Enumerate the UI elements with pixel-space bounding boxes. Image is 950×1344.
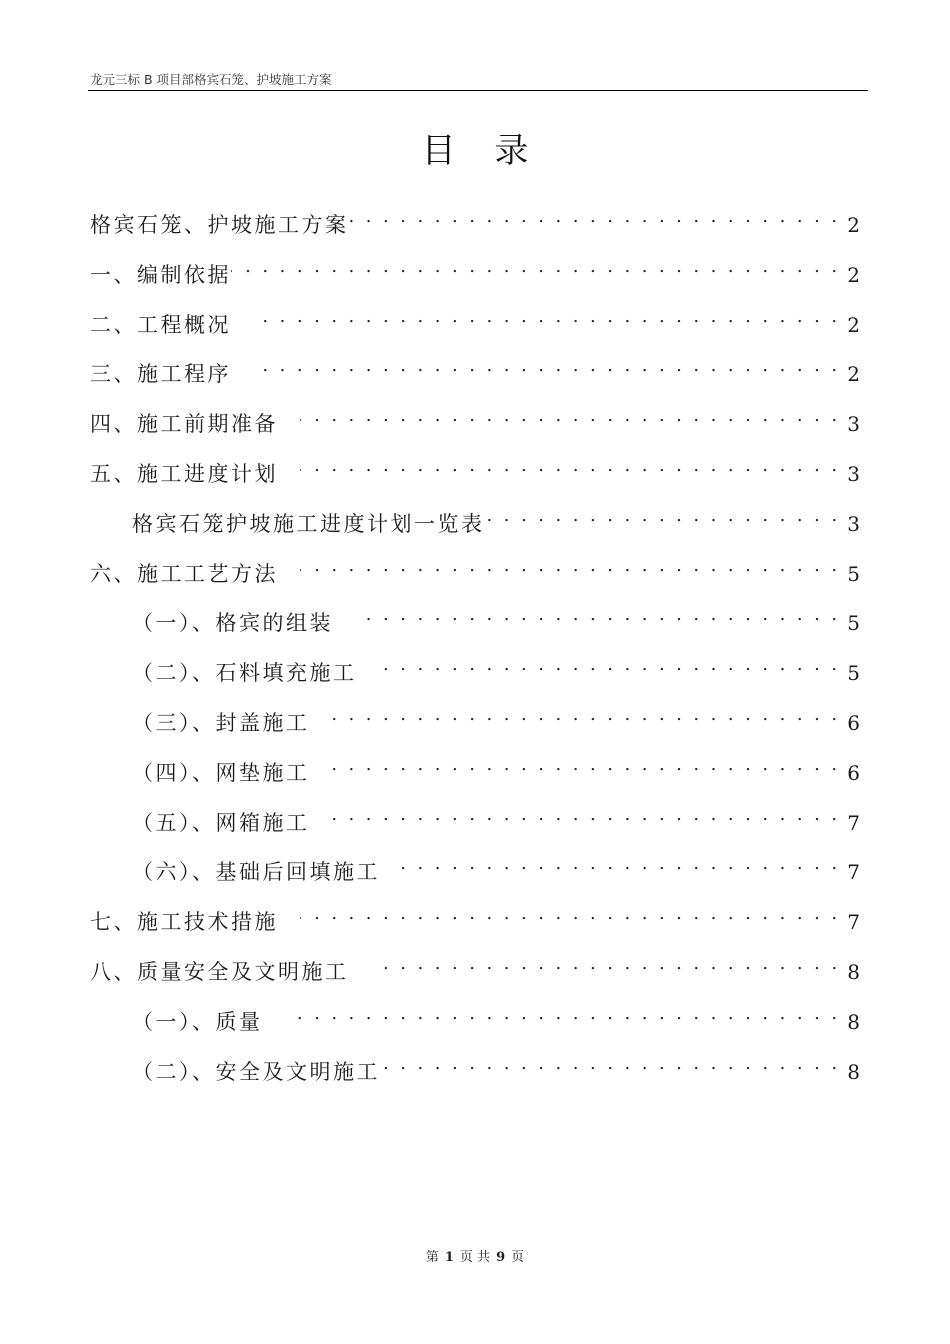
toc-entry-label: （三）、封盖施工 (132, 710, 310, 735)
toc-entry[interactable] (90, 839, 860, 889)
toc-entry-label: 格宾石笼护坡施工进度计划一览表 (132, 511, 485, 536)
toc-dot-leader (332, 690, 841, 730)
toc-entry[interactable] (90, 341, 860, 391)
toc-entry-page-number: 5 (847, 661, 860, 686)
toc-dot-leader (285, 989, 841, 1029)
toc-dot-leader (379, 640, 841, 680)
toc-entry[interactable] (90, 740, 860, 790)
toc-entry[interactable] (90, 541, 860, 591)
toc-entry[interactable] (90, 640, 860, 690)
toc-dot-leader (380, 1039, 840, 1079)
toc-entry[interactable] (90, 590, 860, 640)
footer-suffix: 页 (511, 1250, 525, 1265)
toc-title: 目 录 (421, 131, 543, 171)
running-header (88, 72, 868, 91)
toc-entry[interactable] (90, 441, 860, 491)
footer-current-page: 1 (444, 1250, 454, 1265)
toc-dot-leader (300, 541, 840, 581)
toc-dot-leader (371, 939, 841, 979)
table-of-contents (90, 192, 860, 1088)
toc-entry[interactable] (90, 391, 860, 441)
toc-entry-page-number: 3 (847, 461, 860, 486)
toc-entry-label: （二）、石料填充施工 (132, 661, 357, 686)
toc-entry[interactable] (90, 939, 860, 989)
header-text: 龙元三标 B 项目部格宾石笼、护坡施工方案 (90, 72, 332, 87)
toc-dot-leader (485, 491, 841, 531)
toc-entry[interactable] (90, 192, 860, 242)
toc-entry-label: （四）、网垫施工 (132, 760, 310, 785)
toc-entry-page-number: 2 (847, 362, 860, 387)
toc-entry-page-number: 7 (847, 910, 860, 935)
toc-dot-leader (402, 839, 840, 879)
toc-entry-label: 七、施工技术措施 (90, 910, 278, 935)
toc-entry-label: 格宾石笼、护坡施工方案 (90, 213, 349, 237)
toc-entry[interactable] (90, 889, 860, 939)
toc-dot-leader (231, 242, 840, 282)
toc-dot-leader (253, 341, 840, 381)
toc-entry[interactable] (90, 1039, 860, 1089)
toc-entry[interactable] (90, 989, 860, 1039)
toc-entry-label: 五、施工进度计划 (90, 461, 278, 486)
toc-entry-page-number: 7 (847, 860, 860, 885)
toc-entry-page-number: 7 (847, 810, 860, 835)
toc-entry-page-number: 2 (847, 312, 860, 337)
toc-entry[interactable] (90, 790, 860, 840)
footer-total-pages: 9 (496, 1250, 506, 1265)
toc-entry-label: 三、施工程序 (90, 362, 231, 387)
toc-dot-leader (332, 740, 841, 780)
toc-dot-leader (349, 192, 841, 232)
toc-dot-leader (300, 441, 840, 481)
toc-dot-leader (300, 391, 840, 431)
toc-dot-leader (332, 790, 841, 830)
toc-entry-page-number: 2 (847, 213, 860, 237)
toc-entry-page-number: 2 (847, 262, 860, 287)
toc-entry[interactable] (90, 491, 860, 541)
toc-entry-page-number: 3 (847, 511, 860, 536)
toc-entry-label: （一）、格宾的组装 (132, 611, 333, 636)
toc-entry[interactable] (90, 292, 860, 342)
toc-entry-page-number: 8 (847, 1059, 860, 1084)
toc-entry-label: （一）、质量 (132, 1009, 263, 1034)
page-footer (0, 1249, 950, 1267)
toc-entry-page-number: 8 (847, 1009, 860, 1034)
toc-entry-label: 六、施工工艺方法 (90, 561, 278, 586)
toc-entry-label: 一、编制依据 (90, 262, 231, 287)
toc-entry-label: （五）、网箱施工 (132, 810, 310, 835)
toc-entry-page-number: 5 (847, 561, 860, 586)
toc-entry-page-number: 6 (847, 760, 860, 785)
toc-entry-page-number: 3 (847, 412, 860, 437)
footer-middle: 页 共 (459, 1250, 491, 1265)
toc-entry-label: 二、工程概况 (90, 312, 231, 337)
toc-entry-label: （六）、基础后回填施工 (132, 860, 380, 885)
footer-prefix: 第 (425, 1250, 439, 1265)
toc-entry[interactable] (90, 242, 860, 292)
toc-entry-page-number: 8 (847, 959, 860, 984)
toc-entry-label: 四、施工前期准备 (90, 412, 278, 437)
toc-dot-leader (355, 590, 840, 630)
toc-dot-leader (300, 889, 840, 929)
toc-dot-leader (253, 292, 840, 332)
toc-entry-page-number: 6 (847, 710, 860, 735)
toc-entry[interactable] (90, 690, 860, 740)
toc-entry-label: 八、质量安全及文明施工 (90, 959, 349, 984)
toc-entry-page-number: 5 (847, 611, 860, 636)
toc-entry-label: （二）、安全及文明施工 (132, 1059, 380, 1084)
